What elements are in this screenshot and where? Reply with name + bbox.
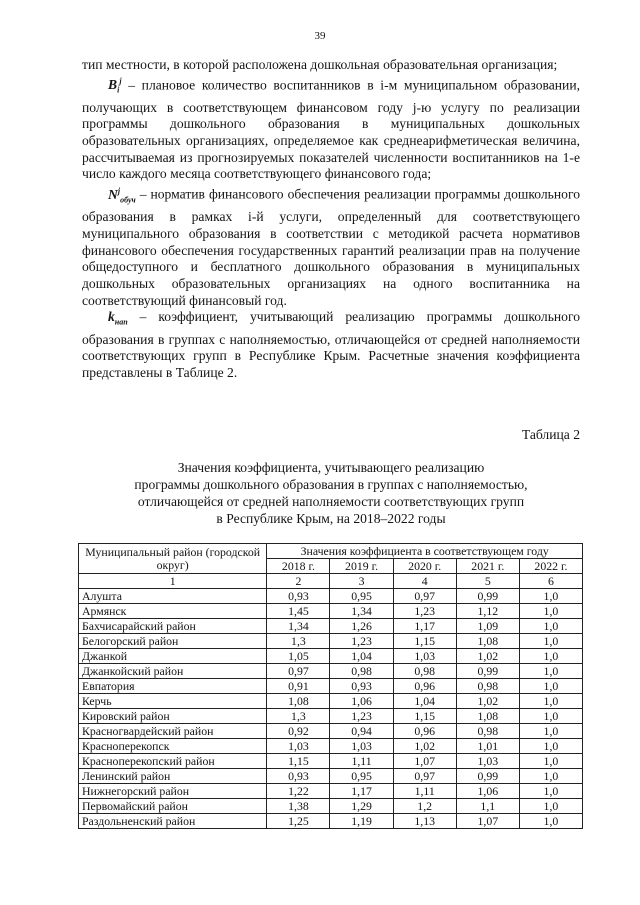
coefficient-value-cell: 1,17 (330, 784, 393, 799)
coefficient-value-cell: 1,38 (267, 799, 330, 814)
district-name-cell: Красноперекопский район (79, 754, 267, 769)
coefficient-value-cell: 0,94 (330, 724, 393, 739)
table-row (79, 754, 583, 769)
coefficient-value-cell: 1,26 (330, 619, 393, 634)
coefficient-value-cell: 1,0 (519, 814, 582, 829)
table-row (79, 619, 583, 634)
coefficient-value-cell: 1,04 (330, 649, 393, 664)
table-title-line: Значения коэффициента, учитывающего реализацию (177, 460, 485, 475)
coefficient-value-cell: 1,29 (330, 799, 393, 814)
table-row (79, 724, 583, 739)
coefficient-value-cell: 1,0 (519, 604, 582, 619)
table-row (79, 589, 583, 604)
coefficient-value-cell: 1,02 (456, 694, 519, 709)
coefficient-value-cell: 1,06 (456, 784, 519, 799)
coefficient-value-cell: 1,45 (267, 604, 330, 619)
page-number: 39 (314, 30, 326, 42)
table-title (82, 459, 580, 527)
coefficient-value-cell: 1,03 (267, 739, 330, 754)
symbol-n: $N^j_{обуч}$ (108, 186, 136, 205)
district-name-cell: Кировский район (79, 709, 267, 724)
coefficient-value-cell: 1,3 (267, 634, 330, 649)
district-name-cell: Керчь (79, 694, 267, 709)
coefficient-value-cell: 1,08 (456, 634, 519, 649)
coefficient-value-cell: 1,07 (456, 814, 519, 829)
district-name-cell: Первомайский район (79, 799, 267, 814)
table-label: Таблица 2 (521, 427, 580, 442)
district-name-cell: Ленинский район (79, 769, 267, 784)
column-number: 5 (456, 574, 519, 589)
coefficient-value-cell: 1,15 (267, 754, 330, 769)
symbol-k: $k_{нап}$ (108, 309, 128, 328)
coefficient-value-cell: 1,0 (519, 739, 582, 754)
coefficient-value-cell: 1,0 (519, 769, 582, 784)
coefficient-value-cell: 1,1 (456, 799, 519, 814)
table-title-line: отличающейся от средней наполняемости соответствующих групп (137, 494, 525, 509)
coefficient-value-cell: 1,07 (393, 754, 456, 769)
coefficient-value-cell: 1,05 (267, 649, 330, 664)
coefficient-value-cell: 1,0 (519, 679, 582, 694)
table-row (79, 649, 583, 664)
paragraph-location-type: тип местности, в которой расположена дошкольная образовательная организация; (82, 57, 558, 72)
coefficient-value-cell: 1,11 (393, 784, 456, 799)
table-row (79, 739, 583, 754)
header-values: Значения коэффициента в соответствующем году (267, 544, 583, 559)
coefficient-value-cell: 1,08 (267, 694, 330, 709)
table-row (79, 799, 583, 814)
district-name-cell: Белогорский район (79, 634, 267, 649)
coefficient-value-cell: 0,95 (330, 769, 393, 784)
coefficient-value-cell: 1,02 (456, 649, 519, 664)
coefficient-value-cell: 1,03 (456, 754, 519, 769)
coefficient-value-cell: 0,98 (330, 664, 393, 679)
coefficient-value-cell: 0,92 (267, 724, 330, 739)
coefficient-value-cell: 1,0 (519, 664, 582, 679)
coefficient-value-cell: 1,19 (330, 814, 393, 829)
district-name-cell: Раздольненский район (79, 814, 267, 829)
header-year: 2021 г. (456, 559, 519, 574)
coefficient-value-cell: 1,02 (393, 739, 456, 754)
coefficient-value-cell: 1,06 (330, 694, 393, 709)
district-name-cell: Джанкой (79, 649, 267, 664)
table-row (79, 814, 583, 829)
column-number: 2 (267, 574, 330, 589)
table-row (79, 664, 583, 679)
coefficient-value-cell: 1,34 (330, 604, 393, 619)
coefficient-value-cell: 1,0 (519, 589, 582, 604)
district-name-cell: Джанкойский район (79, 664, 267, 679)
table-row (79, 709, 583, 724)
coefficient-value-cell: 1,34 (267, 619, 330, 634)
coefficient-table (78, 543, 583, 829)
coefficient-value-cell: 1,2 (393, 799, 456, 814)
table-row (79, 694, 583, 709)
district-name-cell: Алушта (79, 589, 267, 604)
coefficient-value-cell: 0,99 (456, 589, 519, 604)
paragraph-b-definition: $B_i^j$ – плановое количество воспитанников в i-м муниципальном образовании, получающих в соответствующем финансовом году j-ю услугу по реализации программы дошкольного образования в муниципальных дошкольных образовательных организациях, определяемое как среднеарифметическая величина, рассчитываемая из прогнозируемых показателей численности воспитанников на 1-е число каждого месяца соответствующего финансового года; (82, 76, 580, 182)
table-row (79, 679, 583, 694)
column-number: 6 (519, 574, 582, 589)
coefficient-value-cell: 1,17 (393, 619, 456, 634)
coefficient-value-cell: 0,95 (330, 589, 393, 604)
column-number-row (79, 574, 583, 589)
coefficient-value-cell: 0,96 (393, 724, 456, 739)
coefficient-value-cell: 1,23 (330, 634, 393, 649)
body-text (82, 57, 580, 382)
table-title-line: в Республике Крым, на 2018–2022 годы (216, 511, 446, 526)
coefficient-value-cell: 1,25 (267, 814, 330, 829)
coefficient-value-cell: 0,93 (267, 589, 330, 604)
coefficient-value-cell: 0,93 (267, 769, 330, 784)
column-number: 3 (330, 574, 393, 589)
coefficient-value-cell: 1,0 (519, 709, 582, 724)
paragraph-k-definition: $k_{нап}$ – коэффициент, учитывающий реализацию программы дошкольного образования в группах с наполняемостью, отличающейся от средней наполняемости соответствующих групп в Республике Крым. Расчетные значения коэффициента представлены в Таблице 2. (82, 309, 580, 381)
coefficient-value-cell: 0,98 (393, 664, 456, 679)
table-row (79, 634, 583, 649)
district-name-cell: Евпатория (79, 679, 267, 694)
coefficient-value-cell: 1,23 (330, 709, 393, 724)
coefficient-value-cell: 0,99 (456, 664, 519, 679)
coefficient-value-cell: 1,3 (267, 709, 330, 724)
district-name-cell: Красногвардейский район (79, 724, 267, 739)
coefficient-value-cell: 0,98 (456, 679, 519, 694)
table-title-line: программы дошкольного образования в группах с наполняемостью, (134, 477, 528, 492)
district-name-cell: Бахчисарайский район (79, 619, 267, 634)
coefficient-value-cell: 0,91 (267, 679, 330, 694)
coefficient-value-cell: 1,03 (393, 649, 456, 664)
coefficient-value-cell: 1,08 (456, 709, 519, 724)
coefficient-value-cell: 1,0 (519, 619, 582, 634)
coefficient-value-cell: 1,0 (519, 724, 582, 739)
coefficient-value-cell: 1,03 (330, 739, 393, 754)
header-year: 2018 г. (267, 559, 330, 574)
coefficient-value-cell: 1,04 (393, 694, 456, 709)
coefficient-value-cell: 1,0 (519, 694, 582, 709)
header-year: 2019 г. (330, 559, 393, 574)
coefficient-value-cell: 1,12 (456, 604, 519, 619)
coefficient-value-cell: 1,15 (393, 709, 456, 724)
paragraph-n-definition: $N^j_{обуч}$ – норматив финансового обеспечения реализации программы дошкольного образования в рамках i-й услуги, определенный для соответствующего муниципального образования в соответствии с методикой расчета нормативов финансового обеспечения государственных гарантий реализации прав на получение общедоступного и бесплатного дошкольного образования в муниципальных дошкольных образовательных организациях на одного воспитанника на соответствующий финансовый год. (82, 186, 580, 308)
coefficient-value-cell: 1,23 (393, 604, 456, 619)
coefficient-value-cell: 0,93 (330, 679, 393, 694)
table-row (79, 769, 583, 784)
coefficient-value-cell: 0,97 (393, 769, 456, 784)
header-district: Муниципальный район (городской округ) (79, 544, 267, 574)
coefficient-value-cell: 1,0 (519, 649, 582, 664)
district-name-cell: Красноперекопск (79, 739, 267, 754)
coefficient-value-cell: 1,22 (267, 784, 330, 799)
coefficient-value-cell: 1,0 (519, 799, 582, 814)
coefficient-value-cell: 0,98 (456, 724, 519, 739)
header-year: 2022 г. (519, 559, 582, 574)
coefficient-value-cell: 0,97 (393, 589, 456, 604)
coefficient-value-cell: 1,09 (456, 619, 519, 634)
coefficient-value-cell: 1,13 (393, 814, 456, 829)
coefficient-value-cell: 0,97 (267, 664, 330, 679)
symbol-b: $B_i^j$ (108, 76, 122, 95)
coefficient-value-cell: 0,96 (393, 679, 456, 694)
column-number: 1 (79, 574, 267, 589)
table-row (79, 784, 583, 799)
coefficient-value-cell: 1,01 (456, 739, 519, 754)
coefficient-value-cell: 1,0 (519, 784, 582, 799)
table-row (79, 604, 583, 619)
coefficient-value-cell: 1,0 (519, 754, 582, 769)
coefficient-value-cell: 0,99 (456, 769, 519, 784)
coefficient-value-cell: 1,15 (393, 634, 456, 649)
header-year: 2020 г. (393, 559, 456, 574)
coefficient-value-cell: 1,0 (519, 634, 582, 649)
coefficient-value-cell: 1,11 (330, 754, 393, 769)
district-name-cell: Нижнегорский район (79, 784, 267, 799)
district-name-cell: Армянск (79, 604, 267, 619)
column-number: 4 (393, 574, 456, 589)
